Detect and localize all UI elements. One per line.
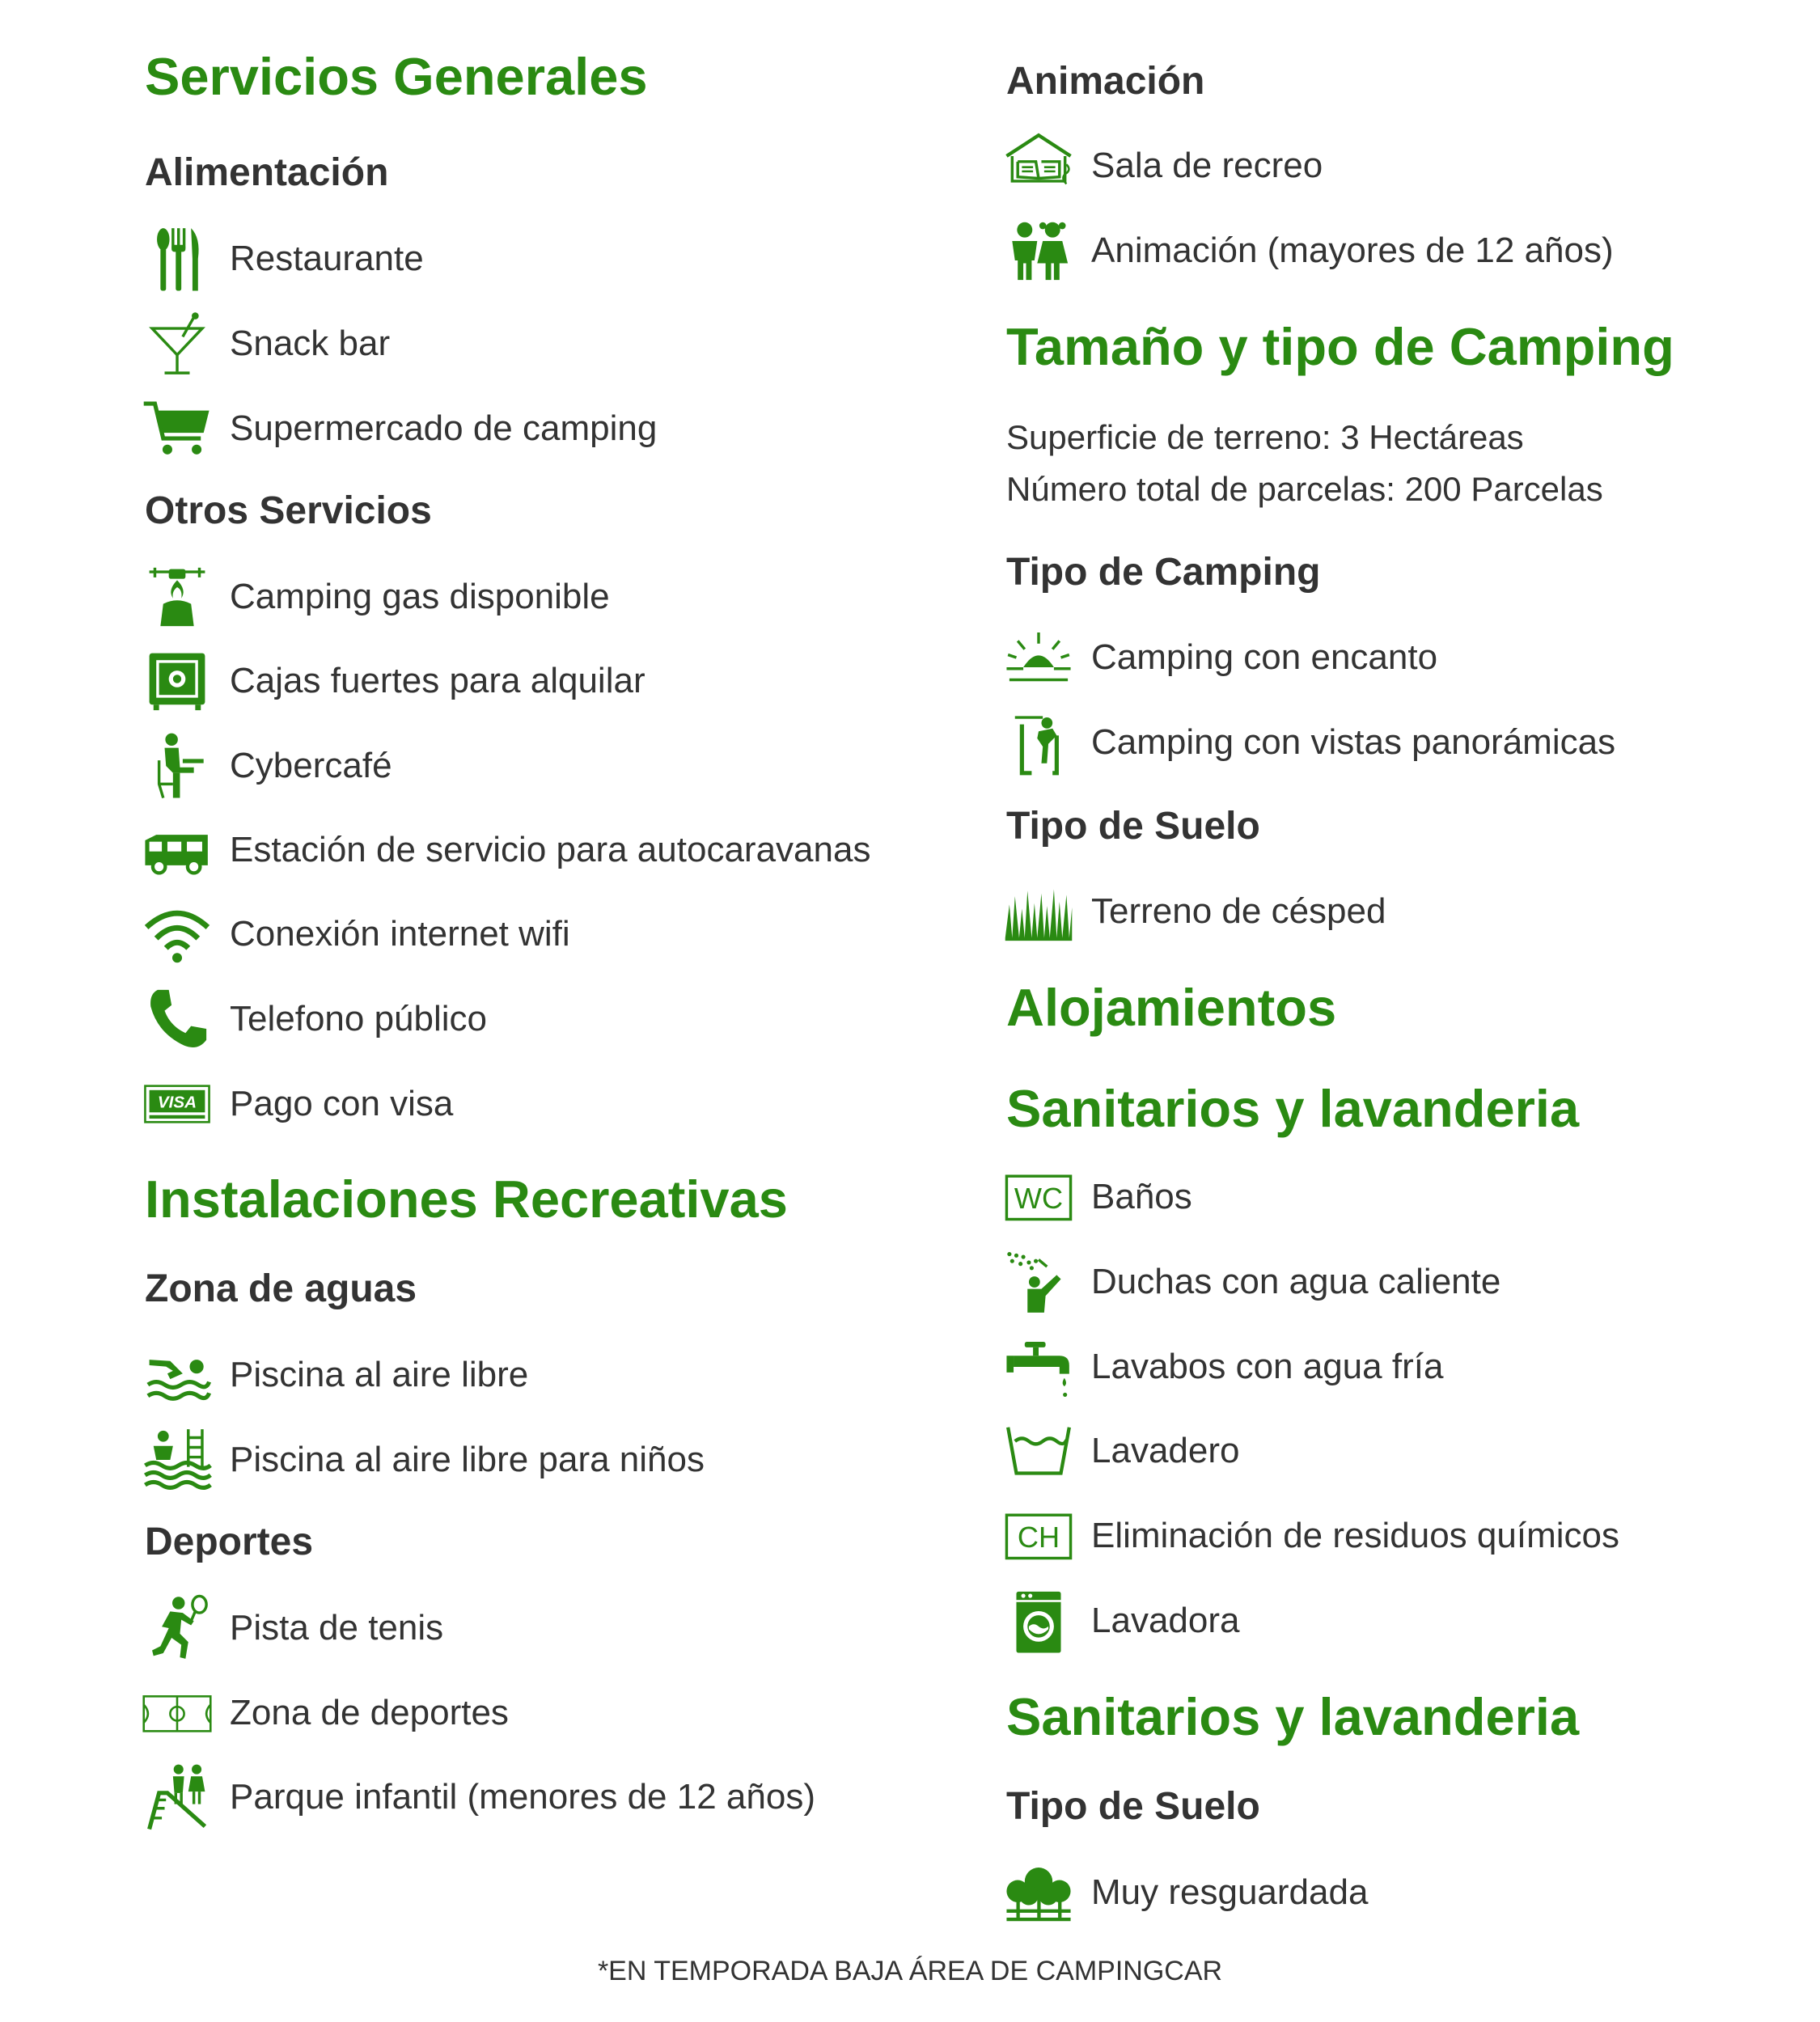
item-label: Camping con vistas panorámicas [1091,722,1616,762]
list-item [1006,1246,1783,1318]
section-title-servicios-generales: Servicios Generales [145,47,648,106]
subsection-tipo-de-suelo: Tipo de Suelo [1006,805,1260,848]
list-item [145,1339,921,1411]
grass-icon [998,875,1079,948]
list-item [1006,875,1783,948]
item-label: Lavabos con agua fría [1091,1347,1444,1386]
svg-text:VISA: VISA [157,1093,197,1112]
subsection-deportes: Deportes [145,1521,314,1563]
list-item [145,983,921,1055]
item-label: Piscina al aire libre para niños [230,1440,705,1479]
item-label: Pista de tenis [230,1608,444,1648]
swimmer-icon [137,1339,218,1411]
list-item [145,560,921,633]
subsection-tipo-de-camping: Tipo de Camping [1006,551,1321,594]
visa-card-icon [137,1068,218,1140]
list-item [145,645,921,717]
list-item [145,392,921,465]
cocktail-icon [137,307,218,380]
safe-icon [137,645,218,717]
svg-text:WC: WC [1014,1181,1064,1215]
subsection-alimentacion: Alimentación [145,151,389,194]
trees-icon [998,1856,1079,1929]
cutlery-icon [137,222,218,295]
parcelas-text: Número total de parcelas: 200 Parcelas [1006,470,1603,508]
item-label: Lavadero [1091,1431,1240,1470]
section-title-instalaciones-recreativas: Instalaciones Recreativas [145,1170,788,1229]
list-item [145,1761,921,1834]
item-label: Cajas fuertes para alquilar [230,661,645,700]
shopping-cart-icon [137,392,218,465]
wifi-icon [137,898,218,971]
item-label: Duchas con agua caliente [1091,1262,1501,1301]
item-label: Estación de servicio para autocaravanas [230,830,871,869]
item-label: Conexión internet wifi [230,914,570,954]
item-label: Animación (mayores de 12 años) [1091,231,1614,270]
item-label: Camping con encanto [1091,637,1438,677]
list-item [1006,1330,1783,1403]
list-item [145,1592,921,1665]
item-label: Parque infantil (menores de 12 años) [230,1777,815,1817]
phone-icon [137,983,218,1055]
section-title-sanitarios-2: Sanitarios y lavanderia [1006,1687,1580,1746]
subsection-tipo-de-suelo-2: Tipo de Suelo [1006,1785,1260,1828]
item-label: Baños [1091,1177,1192,1216]
panoramic-view-icon [998,706,1079,779]
section-title-alojamientos: Alojamientos [1006,978,1337,1037]
item-label: Eliminación de residuos químicos [1091,1516,1619,1555]
item-label: Piscina al aire libre [230,1355,529,1394]
superficie-text: Superficie de terreno: 3 Hectáreas [1006,418,1524,456]
subsection-zona-de-aguas: Zona de aguas [145,1267,417,1310]
kids-pool-icon [137,1423,218,1496]
list-item [1006,1584,1783,1657]
item-label: Lavadora [1091,1601,1240,1640]
item-label: Sala de recreo [1091,146,1323,185]
tennis-player-icon [137,1592,218,1665]
item-label: Cybercafé [230,746,392,785]
item-label: Restaurante [230,239,424,278]
list-item [145,1677,921,1749]
list-item [1006,1856,1783,1929]
item-label: Zona de deportes [230,1693,509,1732]
list-item [145,1423,921,1496]
item-label: Muy resguardada [1091,1872,1369,1912]
section-title-tamano: Tamaño y tipo de Camping [1006,317,1674,376]
list-item [1006,1415,1783,1487]
list-item [1006,129,1783,202]
item-label: Terreno de césped [1091,891,1386,931]
children-icon [998,214,1079,287]
faucet-icon [998,1330,1079,1403]
washing-machine-icon [998,1584,1079,1657]
chemical-disposal-icon [998,1500,1079,1572]
item-label: Telefono público [230,999,488,1038]
sports-field-icon [137,1677,218,1749]
subsection-otros-servicios: Otros Servicios [145,489,432,532]
list-item [145,1068,921,1140]
subsection-animacion: Animación [1006,60,1205,103]
list-item [1006,1500,1783,1572]
svg-text:CH: CH [1017,1520,1060,1554]
item-label: Snack bar [230,324,391,363]
list-item [145,307,921,380]
wc-icon [998,1161,1079,1233]
gas-stove-icon [137,560,218,633]
list-item [1006,1161,1783,1233]
motorhome-icon [137,814,218,886]
section-title-sanitarios: Sanitarios y lavanderia [1006,1079,1580,1138]
list-item [1006,706,1783,779]
list-item [1006,214,1783,287]
list-item [145,814,921,886]
sunrise-icon [998,621,1079,694]
recreation-room-icon [998,129,1079,202]
item-label: Supermercado de camping [230,408,658,448]
list-item [145,898,921,971]
footnote: *EN TEMPORADA BAJA ÁREA DE CAMPINGCAR [597,1956,1223,1986]
list-item [1006,621,1783,694]
list-item [145,730,921,802]
item-label: Pago con visa [230,1084,454,1123]
playground-slide-icon [137,1761,218,1834]
person-at-computer-icon [137,730,218,802]
list-item [145,222,921,295]
item-label: Camping gas disponible [230,577,610,616]
shower-icon [998,1246,1079,1318]
wash-basin-icon [998,1415,1079,1487]
